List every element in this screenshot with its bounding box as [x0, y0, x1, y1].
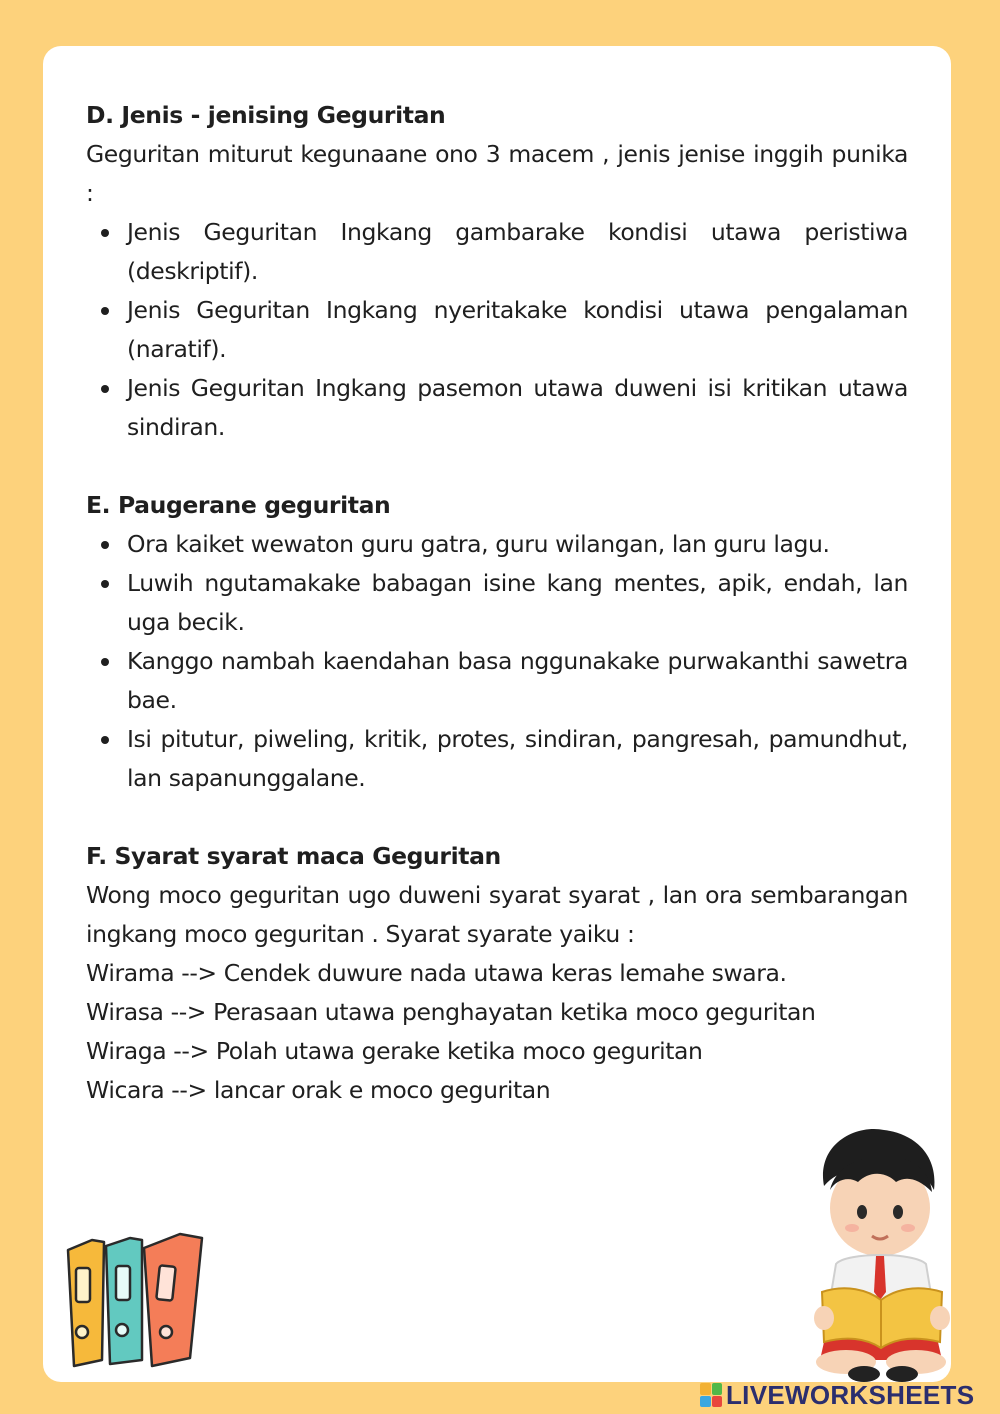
binders-illustration: [62, 1232, 208, 1368]
boy-reading-illustration: [806, 1124, 956, 1386]
section-d-list: [86, 213, 908, 447]
requirement-wiraga: Wiraga --> Polah utawa gerake ketika moco geguritan: [86, 1037, 703, 1065]
mark-v: [700, 1396, 711, 1408]
mark-i: [712, 1383, 723, 1395]
liveworksheets-mark-icon: [700, 1383, 722, 1407]
list-item: Jenis Geguritan Ingkang gambarake kondisi utawa peristiwa (deskriptif).: [127, 213, 908, 291]
section-e-list: [86, 525, 908, 798]
liveworksheets-logo[interactable]: [700, 1380, 974, 1410]
list-item: Kanggo nambah kaendahan basa nggunakake purwakanthi sawetra bae.: [127, 642, 908, 720]
bullet-icon: [101, 580, 109, 588]
list-item: Ora kaiket wewaton guru gatra, guru wilangan, lan guru lagu.: [127, 525, 908, 564]
section-d-heading: D. Jenis - jenising Geguritan: [86, 101, 446, 129]
bullet-icon: [101, 736, 109, 744]
list-item: Jenis Geguritan Ingkang pasemon utawa duweni isi kritikan utawa sindiran.: [127, 369, 908, 447]
list-item: Jenis Geguritan Ingkang nyeritakake kondisi utawa pengalaman (naratif).: [127, 291, 908, 369]
brand-name: LIVEWORKSHEETS: [726, 1379, 975, 1410]
requirement-wicara: Wicara --> lancar orak e moco geguritan: [86, 1076, 551, 1104]
bullet-icon: [101, 541, 109, 549]
list-item: Isi pitutur, piweling, kritik, protes, sindiran, pangresah, pamundhut, lan sapanunggalane.: [127, 720, 908, 798]
bullet-icon: [101, 229, 109, 237]
section-f-intro: Wong moco geguritan ugo duweni syarat syarat , lan ora sembarangan ingkang moco geguritan . Syarat syarate yaiku :: [86, 881, 908, 948]
bullet-icon: [101, 385, 109, 393]
section-f-heading: F. Syarat syarat maca Geguritan: [86, 842, 501, 870]
bullet-icon: [101, 307, 109, 315]
section-d-intro: Geguritan miturut kegunaane ono 3 macem , jenis jenise inggih punika :: [86, 140, 908, 207]
list-item: Luwih ngutamakake babagan isine kang mentes, apik, endah, lan uga becik.: [127, 564, 908, 642]
requirement-wirama: Wirama --> Cendek duwure nada utawa keras lemahe swara.: [86, 959, 787, 987]
mark-l: [700, 1383, 711, 1395]
mark-e: [712, 1396, 723, 1408]
bullet-icon: [101, 658, 109, 666]
requirement-wirasa: Wirasa --> Perasaan utawa penghayatan ketika moco geguritan: [86, 998, 816, 1026]
section-e-heading: E. Paugerane geguritan: [86, 491, 391, 519]
document-content: [86, 96, 908, 1110]
